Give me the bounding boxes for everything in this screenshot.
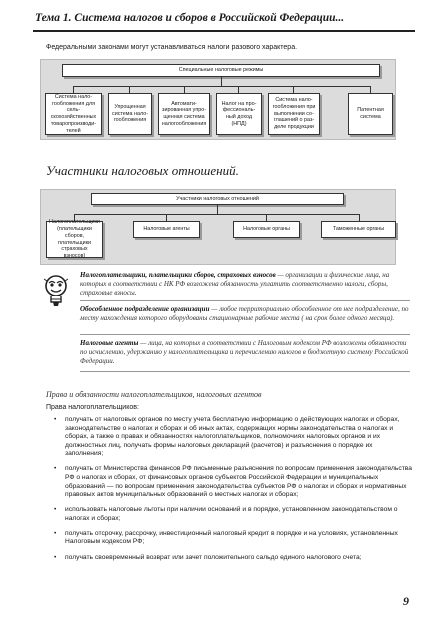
definition-tax-agents [80, 339, 410, 366]
list-item [52, 416, 412, 459]
bullet-icon: • [54, 529, 57, 537]
definition-term: Обособленное подразделение организации [80, 305, 210, 313]
diagram-special-regimes-root: Специальные налоговые режимы [62, 64, 380, 77]
list-item-text: использовать налоговые льготы при наличии оснований и в порядке, установленном законодательством о налогах и сборах; [65, 506, 398, 522]
participant-taxpayers: Налогоплательщики (плательщики сборов, плательщики страховых взносов) [46, 221, 103, 258]
definition-term: Налогоплательщики, плательщики сборов, страховых взносов [80, 271, 276, 279]
list-item [52, 465, 412, 499]
regime-automated-simplified: Автомати- зированная упро- щенная система налогообложения [158, 93, 210, 135]
connector-line [266, 214, 267, 221]
connector-line [238, 86, 239, 93]
page-header-title: Тема 1. Система налогов и сборов в Российской Федерации... [35, 12, 345, 24]
bullet-icon: • [54, 553, 57, 561]
connector-line [73, 86, 370, 87]
intro-text: Федеральными законами могут устанавливаться налоги разового характера. [46, 44, 298, 51]
list-item-text: получать от Министерства финансов РФ письменные разъяснения по вопросам применения законодательства РФ о налогах и сборах, от финансовых органов субъектов Российской Федерации и муниципальных образований — по вопросам применения законодательства субъектов РФ о налогах и сборах и нормативных правовых актов муниципальных образований о местных налогах и сборах; [65, 465, 413, 499]
list-item [52, 506, 412, 523]
taxpayer-rights-label: Права налогоплательщиков: [46, 404, 139, 411]
connector-line [221, 77, 222, 86]
regime-agricultural: Система нало- гообложения для сель- скохозяйственных товаропроизводи- телей [45, 93, 102, 135]
page-number: 9 [403, 594, 409, 608]
bullet-icon: • [54, 416, 57, 423]
connector-line [359, 214, 360, 221]
definition-text: — лица, на которых в соответствии с Налоговым кодексом РФ возложены обязанности по исчислению, удержанию у налогоплательщика и перечислению налогов в бюджетную систему Российской Федерации. [80, 339, 409, 365]
bullet-icon: • [54, 506, 57, 514]
connector-line [73, 86, 74, 93]
participant-tax-agents: Налоговые агенты [133, 221, 200, 238]
connector-line [217, 205, 218, 214]
list-item-text: получать отсрочку, рассрочку, инвестиционный налоговый кредит в порядке и на условиях, установленных Налоговым кодексом РФ; [65, 529, 398, 546]
lightbulb-face-icon [42, 273, 70, 309]
definition-text: — организации и физические лица, на которых в соответствии с НК РФ возложена обязанность уплатить соответственно налоги, сборы, страховые взносы. [80, 271, 390, 297]
definition-text: — любое территориально обособленное от нее подразделение, по месту нахождения которого оборудованы стационарные рабочие места ( на срок более одного месяца). [80, 305, 409, 322]
rights-subheading: Права и обязанности налогоплательщиков, налоговых агентов [46, 390, 262, 399]
regime-simplified: Упрощенная система нало- гообложения [108, 93, 152, 135]
definition-divider [80, 300, 410, 301]
list-item [52, 530, 412, 547]
section-title: Участники налоговых отношений. [46, 163, 239, 178]
participant-tax-authorities: Налоговые органы [233, 221, 300, 238]
connector-line [74, 214, 359, 215]
definition-divider [80, 334, 410, 335]
definition-separate-division [80, 305, 410, 323]
definition-divider [80, 371, 410, 372]
connector-line [370, 86, 371, 93]
regime-professional-income: Налог на про- фессиональ- ный доход (НПД) [216, 93, 262, 135]
taxpayer-rights-list [52, 416, 412, 569]
connector-line [293, 86, 294, 93]
bullet-icon: • [54, 465, 57, 473]
list-item-text: получать от налоговых органов по месту учета бесплатную информацию о действующих налогах и сборах, законодательстве о налогах и сборах и об иных актах, содержащих нормы законодательства о налогах и сборах, а также о правах и обязанностях налогоплательщиков, полномочиях налоговых органов и их должностных лиц, получать формы налоговых деклараций (расчетов) и разъяснения о порядке их заполнения; [65, 416, 400, 458]
header-rule [33, 30, 415, 32]
regime-production-sharing: Система нало- гообложения при выполнении со- глашений о раз- деле продукции [268, 93, 320, 135]
list-item [52, 554, 412, 563]
diagram-participants-root: Участники налоговых отношений [91, 193, 344, 205]
regime-patent: Патентная система [348, 93, 393, 135]
list-item-text: получать своевременный возврат или зачет положительного сальдо единого налогового счета; [65, 553, 362, 561]
definition-taxpayers [80, 271, 410, 298]
participant-customs-authorities: Таможенные органы [321, 221, 396, 238]
connector-line [184, 86, 185, 93]
connector-line [166, 214, 167, 221]
definition-term: Налоговые агенты [80, 339, 139, 347]
connector-line [129, 86, 130, 93]
